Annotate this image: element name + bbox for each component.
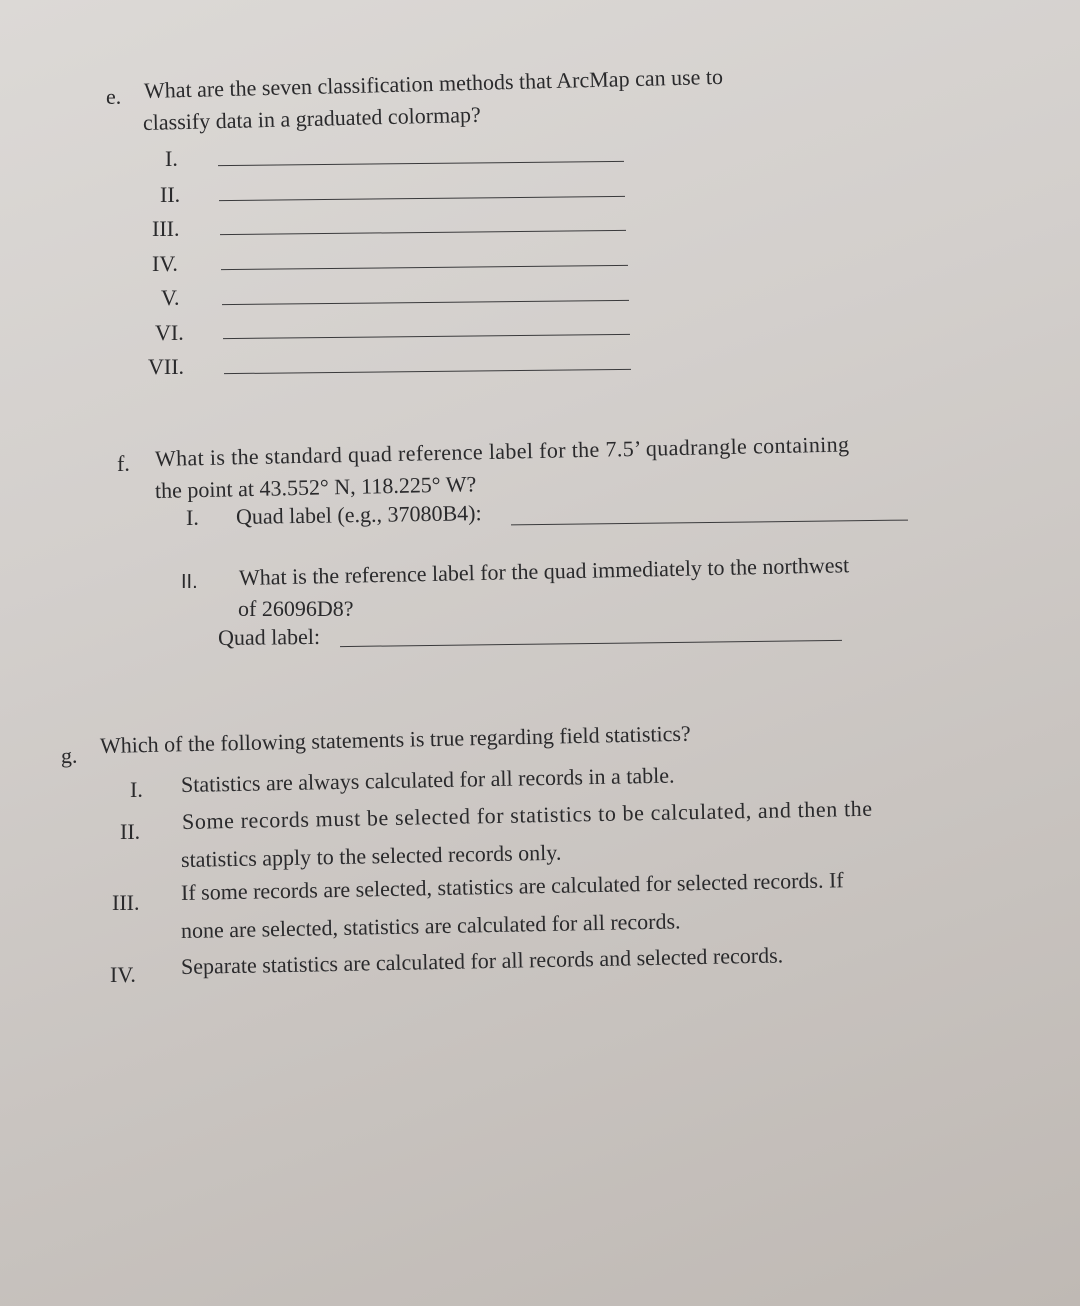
question-e-label: e. — [106, 84, 122, 109]
option-g-3-line1: If some records are selected, statistics are calculated for selected records. If — [180, 867, 844, 905]
numeral-e-7: VII. — [148, 354, 185, 379]
option-g-2-line2: statistics apply to the selected records only. — [180, 839, 562, 872]
answer-line-e-7[interactable] — [224, 369, 631, 374]
quad-label-prompt-1: Quad label (e.g., 37080B4): — [235, 500, 482, 529]
option-g-1-line1: Statistics are always calculated for all records in a table. — [180, 762, 675, 797]
numeral-e-6: VI. — [155, 320, 184, 345]
numeral-g-2: II. — [120, 819, 141, 844]
question-f2-text-line2: of 26096D8? — [238, 596, 354, 621]
numeral-g-1: I. — [130, 777, 143, 802]
quad-label-prompt-2: Quad label: — [217, 623, 321, 650]
option-g-4-line1: Separate statistics are calculated for all records and selected records. — [180, 942, 784, 979]
question-f-text-line1: What is the standard quad reference label for the 7.5’ quadrangle containing — [154, 431, 850, 471]
numeral-e-4: IV. — [152, 251, 178, 276]
question-g-text: Which of the following statements is true regarding field statistics? — [99, 720, 691, 758]
numeral-e-3: III. — [152, 216, 180, 241]
option-g-2-line1: Some records must be selected for statistics to be calculated, and then the — [181, 795, 873, 834]
answer-line-e-2[interactable] — [219, 196, 625, 201]
numeral-g-4: IV. — [110, 962, 136, 987]
question-e-text-line1: What are the seven classification methods that ArcMap can use to — [143, 63, 724, 103]
numeral-e-1: I. — [165, 146, 178, 171]
question-f-text-line2: the point at 43.552° N, 118.225° W? — [154, 471, 477, 503]
answer-line-e-4[interactable] — [221, 265, 628, 270]
answer-line-e-6[interactable] — [223, 334, 630, 339]
numeral-e-2: II. — [160, 182, 181, 207]
quad-label-answer-line-2[interactable] — [340, 640, 842, 647]
question-g-label: g. — [61, 743, 78, 768]
numeral-f-2: II. — [181, 571, 198, 593]
question-f-label: f. — [117, 451, 130, 476]
question-f2-text-line1: What is the reference label for the quad immediately to the northwest — [238, 552, 850, 590]
answer-line-e-5[interactable] — [222, 300, 629, 305]
answer-line-e-1[interactable] — [218, 161, 624, 166]
numeral-f-1: I. — [186, 505, 199, 530]
option-g-3-line2: none are selected, statistics are calculated for all records. — [180, 908, 681, 943]
numeral-e-5: V. — [161, 285, 180, 310]
question-e-text-line2: classify data in a graduated colormap? — [142, 101, 482, 135]
quad-label-answer-line-1[interactable] — [511, 520, 908, 526]
answer-line-e-3[interactable] — [220, 230, 626, 235]
numeral-g-3: III. — [112, 890, 140, 915]
